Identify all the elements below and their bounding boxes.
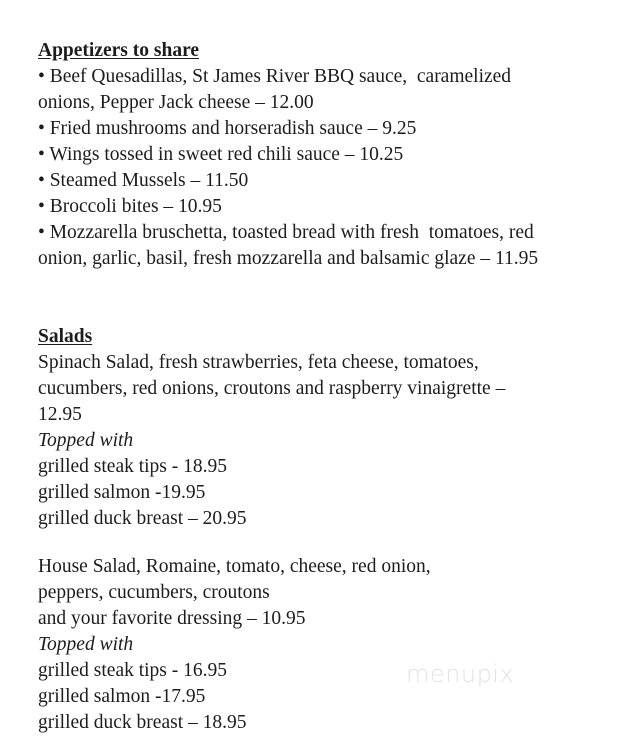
house-salad-line: peppers, cucumbers, croutons bbox=[38, 582, 270, 603]
house-salad-line: House Salad, Romaine, tomato, cheese, red onion, bbox=[38, 556, 431, 577]
topping-option: grilled steak tips - 18.95 bbox=[38, 456, 228, 477]
house-salad-line: and your favorite dressing – 10.95 bbox=[38, 608, 306, 629]
appetizer-line: • Steamed Mussels – 11.50 bbox=[38, 170, 249, 191]
appetizers-heading: Appetizers to share bbox=[38, 40, 200, 61]
appetizer-line: • Broccoli bites – 10.95 bbox=[38, 196, 222, 217]
appetizer-line: onions, Pepper Jack cheese – 12.00 bbox=[38, 92, 314, 113]
topped-with-label: Topped with bbox=[38, 430, 134, 451]
spinach-salad-line: cucumbers, red onions, croutons and raspberry vinaigrette – bbox=[38, 378, 506, 399]
salads-section bbox=[38, 324, 618, 736]
topping-option: grilled steak tips - 16.95 bbox=[38, 660, 228, 681]
appetizer-line: • Beef Quesadillas, St James River BBQ sauce, caramelized bbox=[38, 66, 512, 87]
appetizer-line: • Mozzarella bruschetta, toasted bread with fresh tomatoes, red bbox=[38, 222, 534, 243]
spinach-salad-item bbox=[38, 350, 618, 532]
topping-option: grilled duck breast – 20.95 bbox=[38, 508, 247, 529]
topping-option: grilled salmon -17.95 bbox=[38, 686, 206, 707]
topping-option: grilled duck breast – 18.95 bbox=[38, 712, 247, 733]
house-salad-item bbox=[38, 554, 618, 736]
watermark-logo: menupix bbox=[406, 660, 515, 688]
spinach-salad-line: 12.95 bbox=[38, 404, 82, 425]
topping-option: grilled salmon -19.95 bbox=[38, 482, 206, 503]
menu-page bbox=[38, 38, 618, 736]
appetizer-line: • Fried mushrooms and horseradish sauce – 9.25 bbox=[38, 118, 417, 139]
salads-heading: Salads bbox=[38, 326, 93, 347]
topped-with-label: Topped with bbox=[38, 634, 134, 655]
appetizer-line: • Wings tossed in sweet red chili sauce – 10.25 bbox=[38, 144, 404, 165]
appetizers-section bbox=[38, 38, 618, 272]
appetizer-line: onion, garlic, basil, fresh mozzarella and balsamic glaze – 11.95 bbox=[38, 248, 539, 269]
spinach-salad-line: Spinach Salad, fresh strawberries, feta cheese, tomatoes, bbox=[38, 352, 479, 373]
